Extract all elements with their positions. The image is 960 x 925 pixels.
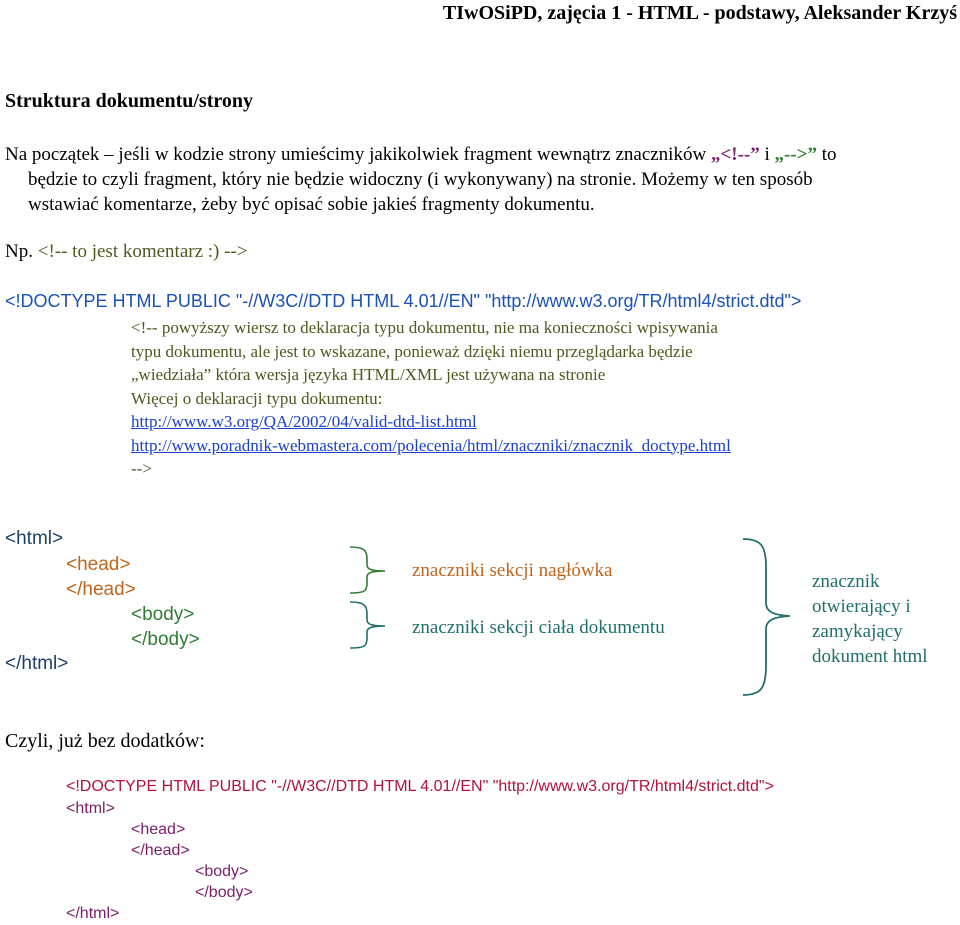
final-head-open: <head>	[131, 821, 186, 838]
comment-line-4: Więcej o deklaracji typu dokumentu:	[131, 388, 383, 408]
comment-line-2: typu dokumentu, ale jest to wskazane, ponieważ dzięki niemu przeglądarka będzie	[131, 341, 693, 361]
tree-head-close: </head>	[66, 579, 136, 600]
example-code: <!-- to jest komentarz :) -->	[37, 241, 248, 262]
head-brace-icon	[345, 545, 395, 595]
tree-head-open: <head>	[66, 554, 131, 575]
intro-open-tag: „<!--”	[710, 144, 760, 165]
tree-body-open: <body>	[131, 604, 195, 625]
document-header: TIwOSiPD, zajęcia 1 - HTML - podstawy, Aleksander Krzyś	[442, 2, 957, 24]
final-html-open: <html>	[66, 800, 115, 817]
final-body-close: </body>	[195, 884, 253, 901]
intro-mid: i	[759, 144, 775, 165]
document-brace-icon	[740, 537, 800, 697]
comment-line-3: „wiedziała” która wersja języka HTML/XML jest używana na stronie	[131, 365, 606, 384]
intro-text-2: to	[817, 144, 837, 165]
intro-close-tag: „-->”	[774, 144, 818, 165]
dtd-list-link[interactable]: http://www.w3.org/QA/2002/04/valid-dtd-list.html	[131, 412, 477, 431]
comment-example	[5, 241, 248, 263]
body-section-label: znaczniki sekcji ciała dokumentu	[412, 617, 665, 638]
body-brace-icon	[345, 600, 395, 650]
tree-body-close: </body>	[131, 629, 200, 650]
comment-end: -->	[131, 459, 152, 478]
final-body-open: <body>	[195, 863, 249, 880]
doctype-guide-link[interactable]: http://www.poradnik-webmastera.com/polecenia/html/znaczniki/znacznik_doctype.html	[131, 435, 731, 455]
tree-html-close: </html>	[5, 653, 69, 674]
head-section-label: znaczniki sekcji nagłówka	[412, 560, 613, 581]
summary-title: Czyli, już bez dodatków:	[5, 730, 205, 752]
doctype-comment-block	[131, 316, 731, 481]
intro-text-1: Na początek – jeśli w kodzie strony umieścimy jakikolwiek fragment wewnątrz znaczników	[5, 144, 711, 165]
final-html-close: </html>	[66, 905, 120, 922]
example-prefix: Np.	[5, 241, 38, 262]
intro-line-2: będzie to czyli fragment, który nie będzie widoczny (i wykonywany) na stronie. Możemy w ten sposób	[28, 169, 813, 190]
section-title: Struktura dokumentu/strony	[5, 90, 254, 112]
comment-line-1: <!-- powyższy wiersz to deklaracja typu dokumentu, nie ma konieczności wpisywania	[131, 318, 718, 337]
intro-paragraph	[5, 142, 960, 217]
final-doctype: <!DOCTYPE HTML PUBLIC "-//W3C//DTD HTML 4.01//EN" "http://www.w3.org/TR/html4/strict.dtd">	[66, 778, 774, 795]
document-tag-label: znacznik otwierający i zamykający dokument html	[812, 571, 928, 667]
final-head-close: </head>	[131, 842, 190, 859]
tree-html-open: <html>	[5, 528, 64, 549]
doctype-declaration: <!DOCTYPE HTML PUBLIC "-//W3C//DTD HTML 4.01//EN" "http://www.w3.org/TR/html4/strict.dtd">	[5, 291, 802, 311]
intro-line-3: wstawiać komentarze, żeby być opisać sobie jakieś fragmenty dokumentu.	[28, 194, 595, 215]
